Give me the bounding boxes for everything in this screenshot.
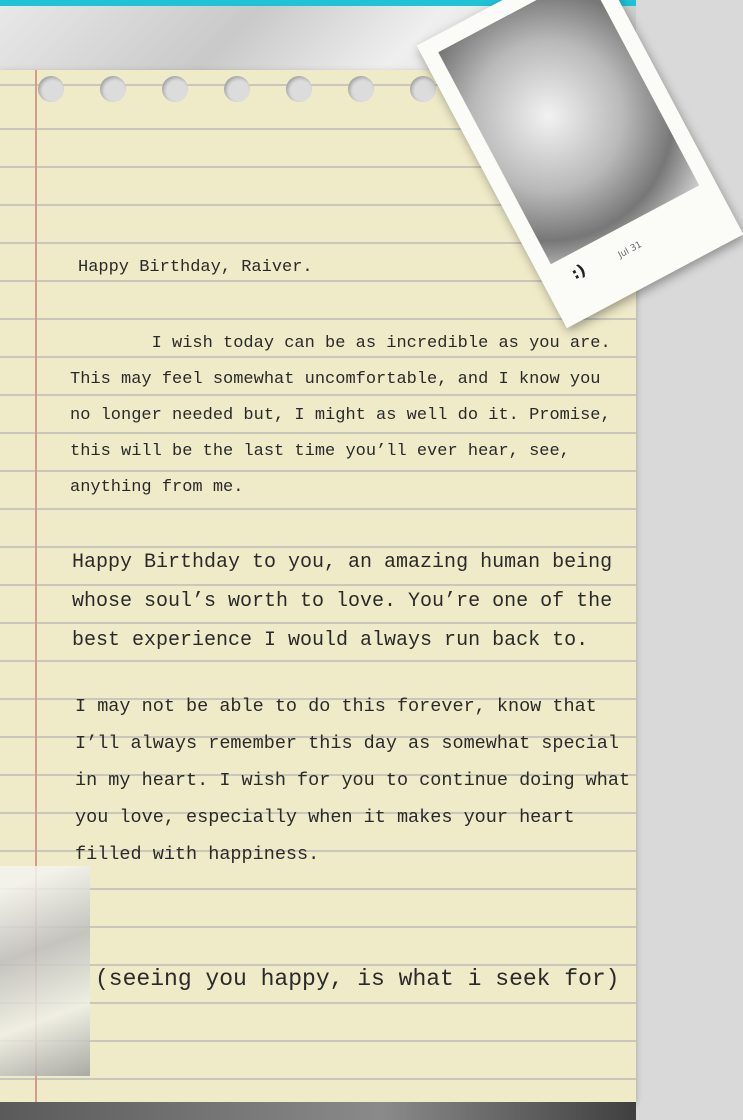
polaroid-date: Jul 31 (616, 239, 644, 261)
letter-line: this will be the last time you’ll ever hear, see, (70, 442, 570, 461)
letter-line: you love, especially when it makes your heart (75, 807, 575, 828)
bottom-strip (0, 1102, 636, 1120)
binder-hole (162, 76, 188, 102)
binder-hole (224, 76, 250, 102)
letter-greeting: Happy Birthday, Raiver. (78, 258, 313, 277)
letter-line: Happy Birthday to you, an amazing human being (72, 551, 613, 574)
letter-line: anything from me. (70, 478, 244, 497)
binder-hole (286, 76, 312, 102)
letter-line: whose soul’s worth to love. You’re one of the (72, 590, 613, 613)
polaroid-caption: :) (567, 260, 589, 284)
letter-paragraph-3 (75, 688, 630, 873)
binder-hole (348, 76, 374, 102)
letter-line: I wish today can be as incredible as you are. (70, 334, 611, 353)
letter-line: in my heart. I wish for you to continue doing what (75, 770, 631, 791)
binder-hole (38, 76, 64, 102)
letter-line: best experience I would always run back to. (72, 629, 589, 652)
binder-hole (100, 76, 126, 102)
letter-paragraph-1 (70, 326, 611, 506)
letter-paragraph-2 (72, 543, 612, 660)
letter-line: I may not be able to do this forever, know that (75, 696, 597, 717)
letter-line: filled with happiness. (75, 844, 320, 865)
letter-signoff: (seeing you happy, is what i seek for) (95, 966, 620, 992)
sketch-figure-illustration (0, 866, 90, 1076)
binder-hole (410, 76, 436, 102)
letter-line: This may feel somewhat uncomfortable, and I know you (70, 370, 601, 389)
letter-line: no longer needed but, I might as well do it. Promise, (70, 406, 611, 425)
letter-line: I’ll always remember this day as somewhat special (75, 733, 619, 754)
